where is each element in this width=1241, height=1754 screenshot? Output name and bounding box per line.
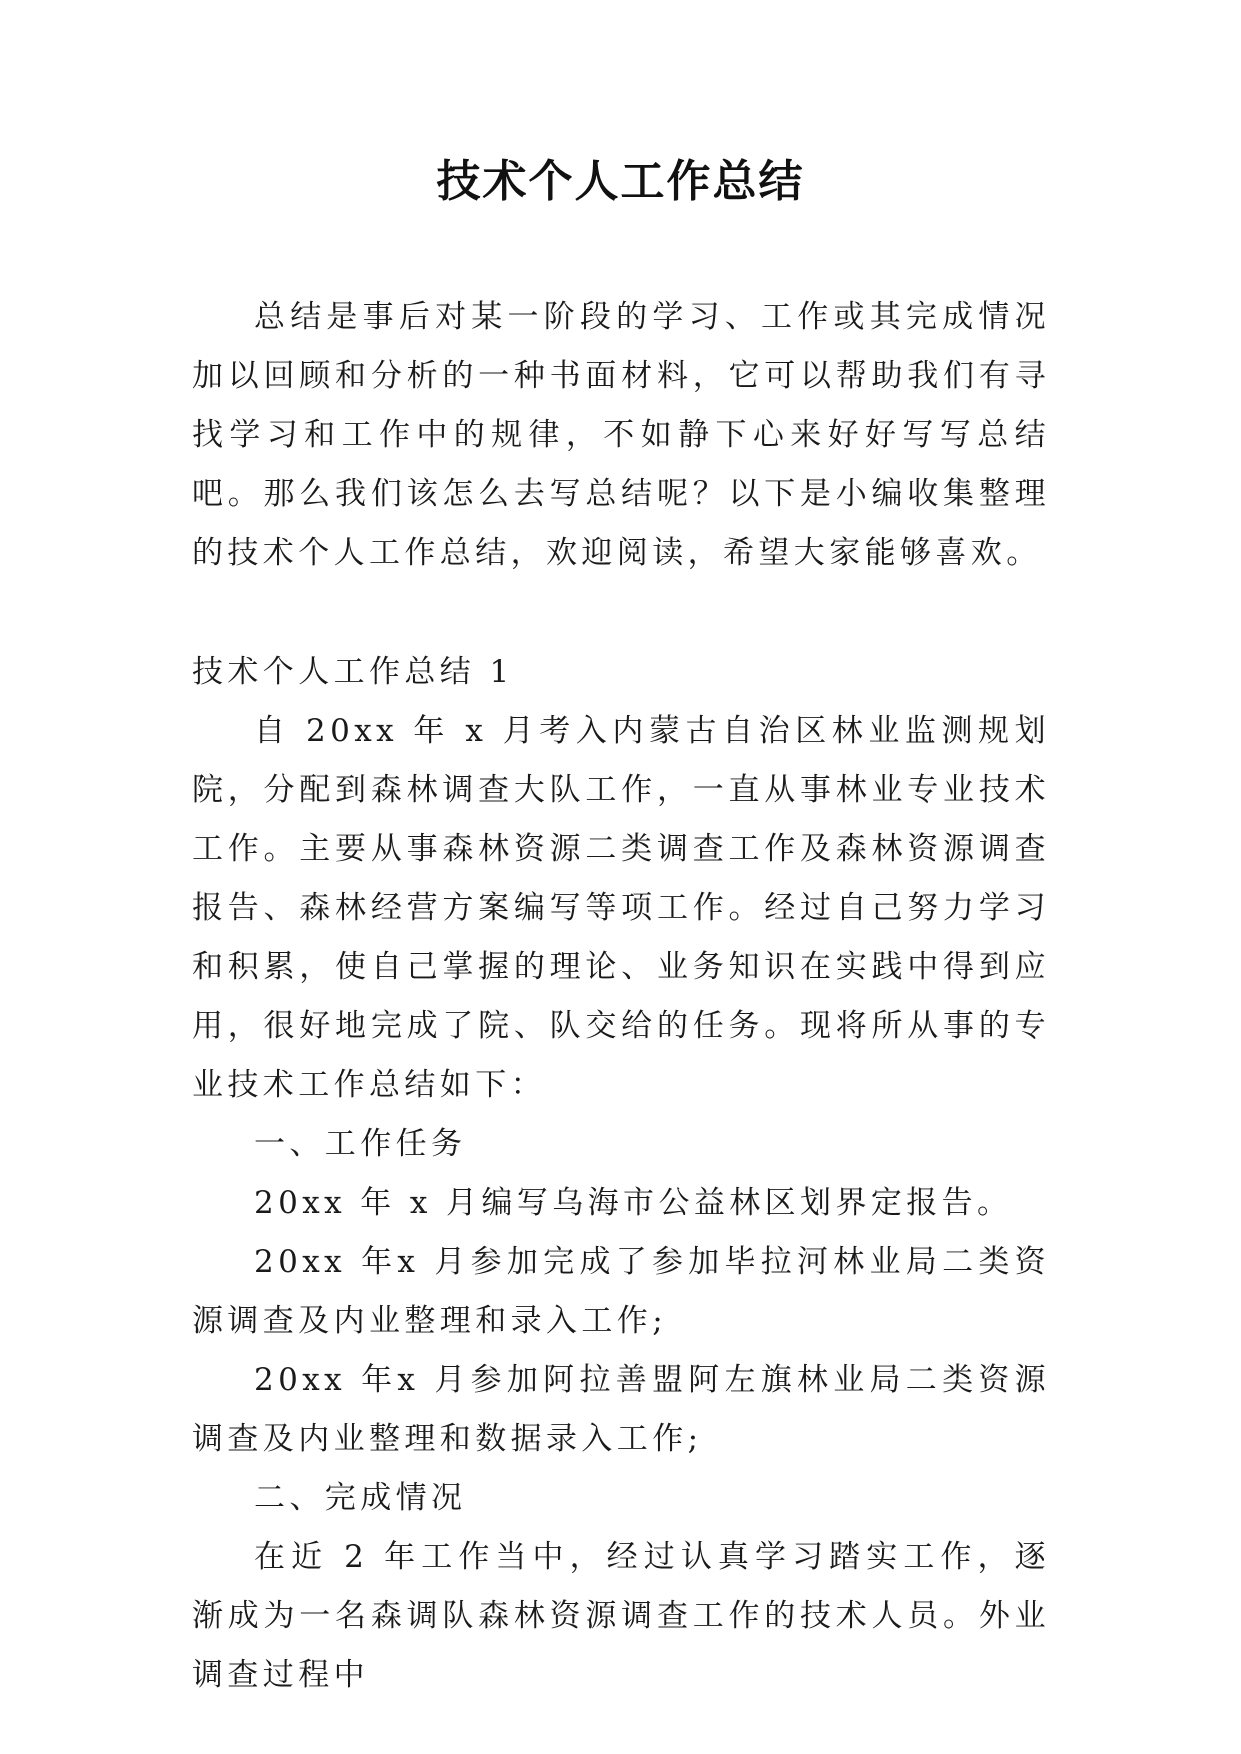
section-heading: 技术个人工作总结 1 [192, 654, 514, 690]
body-paragraph: 20xx 年x 月参加阿拉善盟阿左旗林业局二类资源调查及内业整理和数据录入工作; [192, 1362, 1050, 1457]
intro-paragraph: 总结是事后对某一阶段的学习、工作或其完成情况加以回顾和分析的一种书面材料，它可以帮助我们有寻找学习和工作中的规律，不如静下心来好好写写总结吧。那么我们该怎么去写总结呢？以下是小编收集整理的技术个人工作总结，欢迎阅读，希望大家能够喜欢。 [192, 299, 1050, 571]
document-title: 技术个人工作总结 [436, 156, 805, 207]
body-paragraph: 20xx 年x 月参加完成了参加毕拉河林业局二类资源调查及内业整理和录入工作; [192, 1244, 1050, 1339]
subsection-heading: 二、完成情况 [254, 1480, 467, 1516]
document-body [192, 288, 1050, 1705]
subsection-heading: 一、工作任务 [254, 1126, 467, 1162]
body-paragraph: 在近 2 年工作当中，经过认真学习踏实工作，逐渐成为一名森调队森林资源调查工作的技术人员。外业调查过程中 [192, 1539, 1050, 1693]
body-paragraph: 自 20xx 年 x 月考入内蒙古自治区林业监测规划院，分配到森林调查大队工作，一直从事林业专业技术工作。主要从事森林资源二类调查工作及森林资源调查报告、森林经营方案编写等项工作。经过自己努力学习和积累，使自己掌握的理论、业务知识在实践中得到应用，很好地完成了院、队交给的任务。现将所从事的专业技术工作总结如下： [192, 713, 1050, 1103]
body-paragraph: 20xx 年 x 月编写乌海市公益林区划界定报告。 [254, 1185, 1013, 1221]
